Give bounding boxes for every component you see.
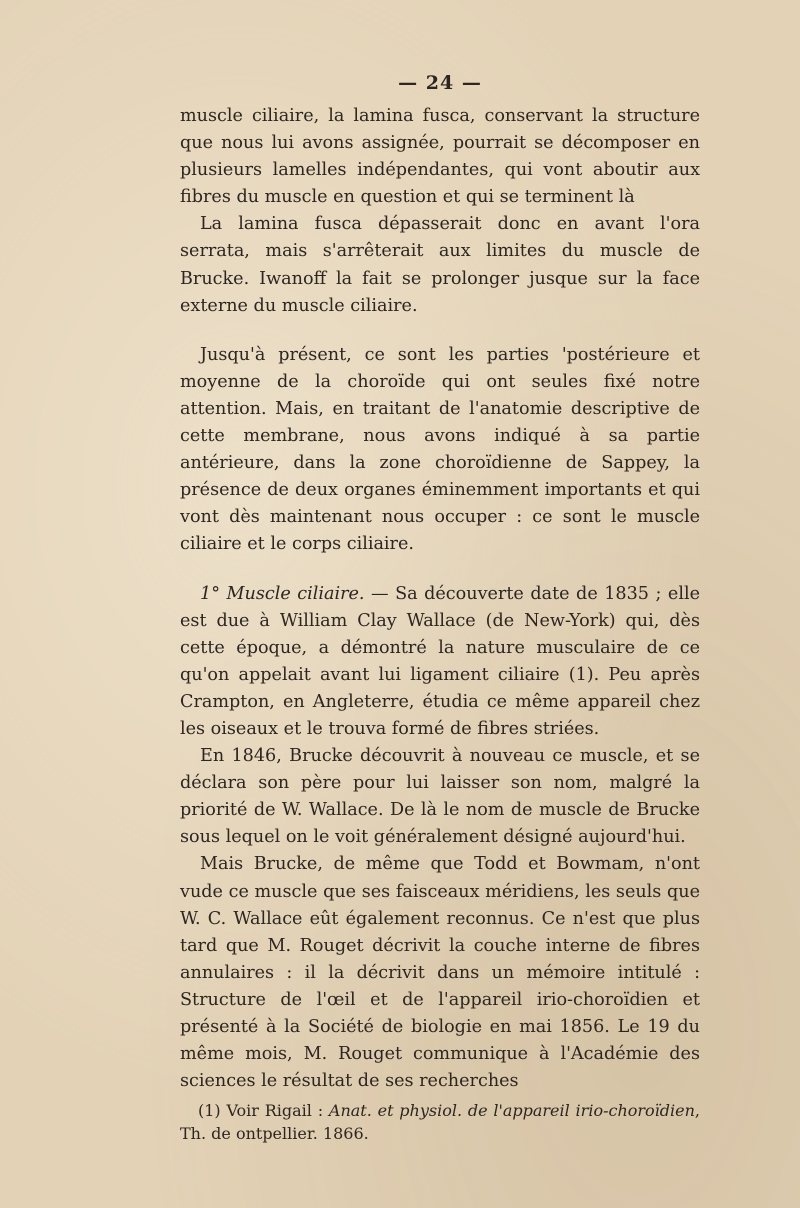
footnote-tail: , Th. de ontpellier. 1866. xyxy=(180,1101,701,1144)
section-heading: 1° Muscle ciliaire. xyxy=(200,583,365,604)
body-text xyxy=(180,103,700,1145)
paragraph-5: En 1846, Brucke découvrit à nouveau ce muscle, et se déclara son père pour lui laisser son nom, malgré la priorité de W. Wallace. De là le nom de muscle de Brucke sous lequel on le voit généralement désigné aujourd'hui. xyxy=(180,746,700,848)
footnote xyxy=(180,1099,700,1145)
paragraph-3: Jusqu'à présent, ce sont les parties 'postérieure et moyenne de la choroïde qui ont seules fixé notre attention. Mais, en traitant de l'anatomie descriptive de cette membrane, nous avons indiqué à sa partie antérieure, dans la zone choroïdienne de Sappey, la présence de deux organes éminemment importants et qui vont dès maintenant nous occuper : ce sont le muscle ciliaire et le corps ciliaire. xyxy=(180,344,700,555)
footnote-title: Anat. et physiol. de l'appareil irio-choroïdien xyxy=(328,1101,695,1121)
paragraph-4-text: — Sa découverte date de 1835 ; elle est due à William Clay Wallace (de New-York) qui, dès cette époque, a démontré la nature musculaire de ce qu'on appelait avant lui ligament ciliaire (1). Peu après Crampton, en Angleterre, étudia ce même appareil chez les oiseaux et le trouva formé de fibres striées. xyxy=(180,583,700,739)
page-number: — 24 — xyxy=(398,72,482,94)
paragraph-2: La lamina fusca dépasserait donc en avant l'ora serrata, mais s'arrêterait aux limites du muscle de Brucke. Iwanoff la fait se prolonger jusque sur la face externe du muscle ciliaire. xyxy=(180,214,700,316)
footnote-lead: (1) Voir Rigail : xyxy=(198,1101,329,1121)
paragraph-1: muscle ciliaire, la lamina fusca, conservant la structure que nous lui avons assignée, pourrait se décomposer en plusieurs lamelles indépendantes, qui vont aboutir aux fibres du muscle en question et qui se terminent là xyxy=(180,106,700,208)
paragraph-4 xyxy=(180,581,700,744)
paragraph-6: Mais Brucke, de même que Todd et Bowmam, n'ont vude ce muscle que ses faisceaux méridiens, les seuls que W. C. Wallace eût également reconnus. Ce n'est que plus tard que M. Rouget décrivit la couche interne de fibres annulaires : il la décrivit dans un mémoire intitulé : Structure de l'œil et de l'appareil irio-choroïdien et présenté à la Société de biologie en mai 1856. Le 19 du même mois, M. Rouget communique à l'Académie des sciences le résultat de ses recherches xyxy=(180,854,700,1092)
